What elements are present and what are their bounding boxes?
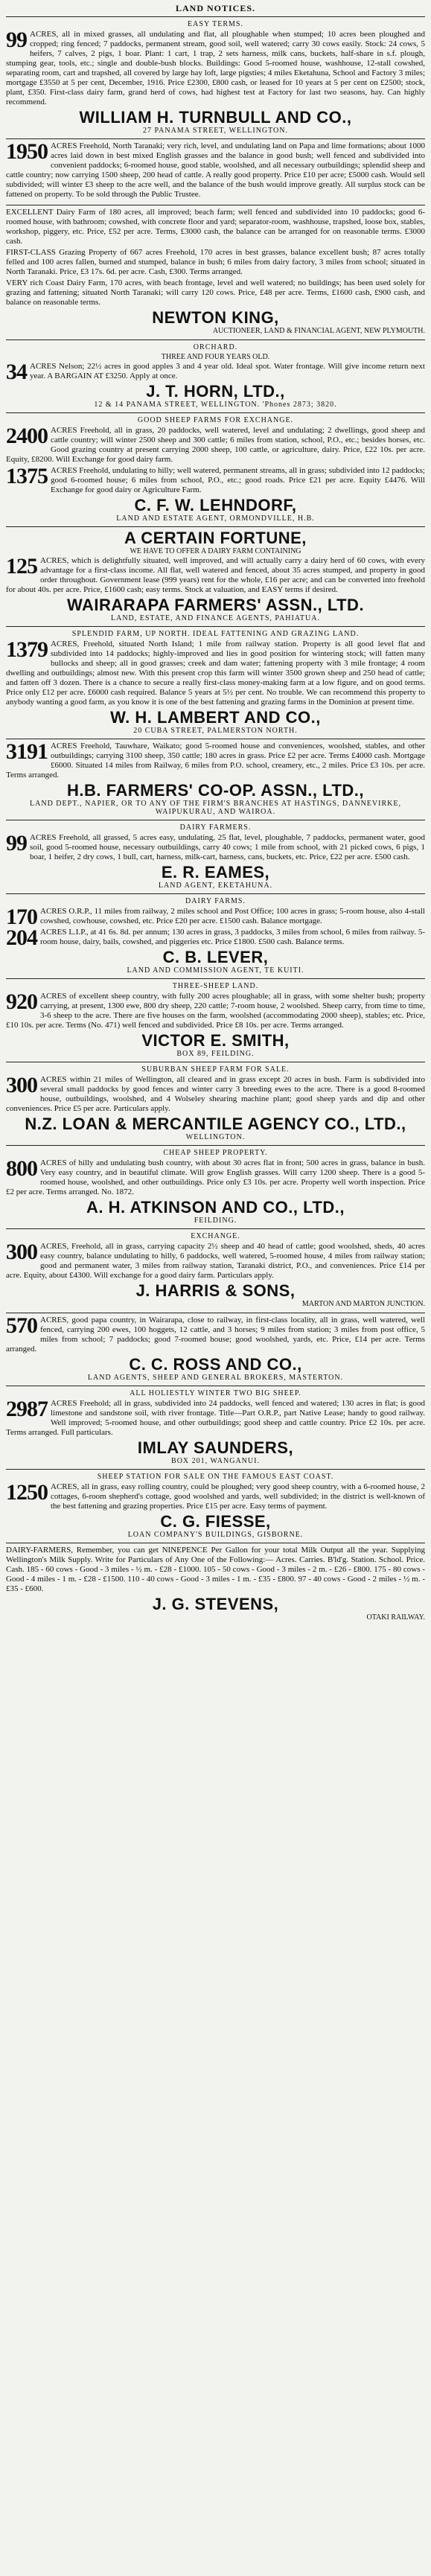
land-advertisement (6, 526, 425, 626)
listing-text: ACRES Freehold, Tauwhare, Waikato; good 5-roomed house and conveniences, woolshed, stables, and other outbuildings; carrying 3100 sheep, 350 cattle; 180 acres in grass. Price £2 per acre. Terms £4000 cash. Mortgage £6000. Situated 14 miles from Railway, 6 miles from P.O. school, creamery, etc., 2 miles. Price £3 10s. per acre. Terms arranged. (6, 742, 425, 780)
agent-address: BOX 201, WANGANUI. (171, 1457, 260, 1465)
agent-address: LOAN COMPANY'S BUILDINGS, GISBORNE. (127, 1531, 304, 1539)
land-advertisement (6, 626, 425, 739)
land-advertisement (6, 16, 425, 138)
land-advertisement (6, 978, 425, 1062)
acreage-number: 34 (6, 360, 27, 384)
listing-text: ACRES, all in grass, easy rolling country, could be ploughed; very good sheep country, with a 6-roomed house, 2 cottages, 6-room shepherd's cottage, good woolshed and yards, well subdivided; in the district is well-known of the best fattening and grazing properties. Price £15 per acre. Easy terms of payment. (51, 1482, 425, 1511)
land-advertisement (6, 339, 425, 412)
ad-listing (6, 1242, 425, 1281)
agent-address: LAND AND ESTATE AGENT, ORMONDVILLE, H.B. (116, 514, 315, 523)
ad-listing (6, 360, 425, 384)
listing-text: ACRES Nelson; 22½ acres in good apples 3 and 4 year old. Ideal spot. Water frontage. Will give income return next year. A BARGAIN AT £3250. Apply at once. (30, 362, 425, 380)
agent-address: BOX 89, FEILDING. (176, 1050, 255, 1058)
land-advertisement (6, 820, 425, 893)
ad-listing (6, 1075, 425, 1114)
agent-description: AUCTIONEER, LAND & FINANCIAL AGENT, NEW PLYMOUTH. (212, 327, 425, 335)
acreage-number: 125 (6, 554, 37, 578)
agent-address: 12 & 14 PANAMA STREET, WELLINGTON. 'Phones 2873; 3820. (94, 401, 337, 409)
ad-listing (6, 905, 425, 929)
listing-text: EXCELLENT Dairy Farm of 180 acres, all improved; beach farm; well fenced and subdivided into 10 paddocks; good 6-roomed house, with bathroom; cowshed, with concrete floor and yard; separator-room, washhouse, trapshed, loose box, stables, workshop, piggery, etc. Price, £52 per acre. Terms, £3000 cash, the balance can be arranged for on reasonable terms. £3000 cash. (6, 208, 425, 246)
agent-address: LAND DEPT., NAPIER, OR TO ANY OF THE FIRM'S BRANCHES AT HASTINGS, DANNEVIRKE, WAIPUKURAU, AND WAIROA. (30, 800, 401, 816)
acreage-number: 920 (6, 989, 37, 1014)
agent-address: FEILDING. (194, 1217, 237, 1225)
ad-listing (6, 1158, 425, 1197)
land-advertisement (6, 138, 425, 205)
listing-text: ACRES of excellent sheep country, with fully 200 acres ploughable; all in grass, with some shelter bush; property carrying, at present, 1300 ewe, 800 dry sheep, 220 cattle; 7-room house, 2 woolshed. Sheep carry, from time to time, 3-6 sheep to the acre. There are five houses on the farm, woolshed (accommodating 2000 sheep), stables; etc. Price, £10 10s. per acre. Terms (No. 471) well fenced and subdivided. Price £8 10s. per acre. Terms arranged. (6, 992, 425, 1030)
ad-listing (6, 208, 425, 246)
ad-heading: EXCHANGE. (191, 1232, 240, 1240)
ad-listing (6, 278, 425, 307)
land-advertisement (6, 412, 425, 526)
acreage-number: 204 (6, 925, 37, 950)
agent-address: 27 PANAMA STREET, WELLINGTON. (142, 127, 289, 135)
listing-text: ACRES, all in mixed grasses, all undulating and flat, all ploughable when stumped; 10 acres been ploughed and cropped; ring fenced; 7 paddocks, permanent stream, good soil, well watered; carry 30 cows easily. Stock: 24 cows, 5 heifers, 7 calves, 2 pigs, 1 boar. Plant: 1 cart, 1 trap, 2 sets harness, milk cans, buckets, half-share in s.f. plough, stumping gear, tools, etc.; single and double-bush blocks. Buildings: Good 5-roomed house, washhouse, 12-stall cowshed, separating room, cart and trapshed, all covered by large hay loft, large pigsties; 4 miles Eketahuna, School and Factory 3 miles; mortgage £3550 at 5 per cent, December, 1916. Price £2300, £800 cash, or leased for 10 years at 5 per cent on £2500; stock, plant, £350. First-class dairy farm, grand herd of cows, had highest test at Factory for last two seasons, hay. Can highly recommend. (6, 30, 425, 106)
ad-listing (6, 30, 425, 107)
acreage-number: 300 (6, 1073, 37, 1097)
agent-address: LAND AGENTS, SHEEP AND GENERAL BROKERS, MASTERTON. (87, 1374, 344, 1382)
ad-heading: SHEEP STATION FOR SALE ON THE FAMOUS EAST COAST. (97, 1473, 334, 1481)
ad-listing (6, 989, 425, 1030)
ad-heading: ORCHARD. (193, 343, 238, 351)
ad-heading: THREE-SHEEP LAND. (172, 982, 259, 990)
land-advertisement (6, 1145, 425, 1228)
listing-text: ACRES within 21 miles of Wellington, all cleared and in grass except 20 acres in bush. Farm is subdivided into several small paddocks by good fences and winter carry 3 breeding ewes to the acre. There is a good 8-roomed house, outbuildings, woolshed, and 4 Wolseley shearing machine plant; good sheep yards and dip and other conveniences. Price £5 per acre. Particulars apply. (6, 1075, 425, 1113)
listing-text: ACRES Freehold, all grassed, 5 acres easy, undulating, 25 flat, level, ploughable, 7 paddocks, permanent water, good soil, good 5-roomed house, necessary outbuildings, carry 40 cows; 1 mile from school, with 21 picked cows, 6 pigs, 1 boar, 1 heifer, 2 dry cows, 1 bull, cart, harness, milk-cart, harness, cans, buckets, etc. Price, £22 per acre. £500 cash. (30, 833, 425, 861)
acreage-number: 570 (6, 1313, 37, 1338)
listing-text: ACRES Freehold, undulating to hilly; well watered, permanent streams, all in grass; subdivided into 12 paddocks; good 6-roomed house; 6 miles from school, P.O., etc.; good roads. Price £21 per acre. Equity £4476. Will Exchange for good dairy or Agriculture Farm. (51, 466, 425, 494)
page-title: LAND NOTICES. (175, 3, 256, 13)
agent-name: J. T. HORN, LTD., (146, 382, 285, 401)
ad-listing (6, 637, 425, 707)
listing-text: ACRES, which is delightfully situated, well improved, and will actually carry a dairy herd of 60 cows, with every advantage for a first-class income. All flat, well watered and fenced, about 35 acres stumped, and property in good order throughout. Government lease (999 years) rent for the whole, £16 per acre; and can be converted into freehold for about 40s. per acre. Price, £1600 cash; easy terms. Stock at valuation, and EASY terms if desired. (6, 556, 425, 594)
listing-text: ACRES, Freehold, situated North Island; 1 mile from railway station. Property is all good level flat and subdivided into 14 paddocks; highly-improved and lies in good position for wintering stock; will fatten many bullocks and sheep; all in good grasses; creek and dam water; fattening property with 3 mile frontage; 4 room dwelling and outbuildings; almost new. With this present crop this farm will winter 3500 grown sheep and 250 head of cattle; and fatten off 3 dozen. There is a chance to secure a really first-class money-making farm at a low figure, and on good terms. Price only £12 per acre. £6000 cash required. Balance 5 years at 5½ per cent. No trouble. We can recommend this property to anybody wanting a good farm, as you know it is one of the best fattening and grazing farms in the Dominion at present time. (6, 640, 425, 707)
ad-title: A CERTAIN FORTUNE, (124, 529, 307, 547)
agent-name: C. C. ROSS AND CO., (129, 1355, 302, 1374)
acreage-number: 1379 (6, 637, 48, 662)
ad-listing (6, 739, 425, 780)
listing-text: ACRES Freehold; all in grass, subdivided into 24 paddocks, well fenced and watered; 130 acres in flat; is good limestone and sandstone soil, with river frontage. Title—Part O.R.P., part Native Lease; handy to good railway. Well improved; 5-roomed house, and other outbuildings; good sheep and cattle country. Price £2 10s. per acre. Terms arranged. Full particulars. (6, 1399, 425, 1437)
acreage-number: 99 (6, 831, 27, 855)
acreage-number: 2987 (6, 1397, 48, 1421)
ad-listing (6, 248, 425, 277)
land-advertisement (6, 1062, 425, 1145)
ad-listing (6, 1482, 425, 1511)
ad-heading: GOOD SHEEP FARMS FOR EXCHANGE. (137, 416, 294, 424)
agent-name: A. H. ATKINSON AND CO., LTD., (86, 1198, 345, 1217)
ad-listing (6, 1546, 425, 1594)
ad-subheading: WE HAVE TO OFFER A DAIRY FARM CONTAINING (130, 547, 301, 555)
agent-name: VICTOR E. SMITH, (141, 1031, 290, 1050)
acreage-number: 300 (6, 1240, 37, 1264)
land-advertisement (6, 1313, 425, 1386)
agent-name: C. F. W. LEHNDORF, (134, 496, 297, 514)
acreage-number: 2400 (6, 424, 48, 448)
agent-name: H.B. FARMERS' CO-OP. ASSN., LTD., (66, 781, 365, 800)
ad-heading: CHEAP SHEEP PROPERTY. (163, 1149, 268, 1157)
ad-heading: SUBURBAN SHEEP FARM FOR SALE. (141, 1065, 290, 1074)
land-advertisement (6, 1228, 425, 1313)
agent-address: LAND AGENT, EKETAHUNA. (158, 881, 273, 890)
ad-heading: DAIRY FARMERS. (179, 823, 252, 832)
acreage-number: 3191 (6, 739, 48, 764)
ad-listing (6, 556, 425, 595)
ad-listing (6, 1313, 425, 1354)
listing-text: ACRES O.R.P., 11 miles from railway, 2 miles school and Post Office; 100 acres in grass; 5-room house, also 4-stall cowshed, cowhouse, cowshed, etc. Price £20 per acre. £1500 cash. Balance mortgage. (40, 907, 425, 925)
land-advertisement (6, 1543, 425, 1626)
agent-address: WELLINGTON. (185, 1133, 246, 1141)
agent-name: N.Z. LOAN & MERCANTILE AGENCY CO., LTD., (25, 1115, 406, 1133)
agent-description: MARTON AND MARTON JUNCTION. (301, 1300, 425, 1308)
listing-text: ACRES Freehold, all in grass, 20 paddocks, well watered, level and undulating; 2 dwellings, good sheep and cattle country; will winter 2500 sheep and 300 cattle; 6 miles from station, school, P.O., etc.; besides horses, etc. Good grazing country at present carrying 2000 sheep, 100 cattle, or agriculture, dairy. Price, £22 10s. per acre. Equity, £8200. Will Exchange for good dairy farm. (6, 426, 425, 464)
ad-listing (6, 141, 425, 200)
acreage-number: 1950 (6, 139, 48, 164)
listing-text: ACRES, Freehold, all in grass, carrying capacity 2½ sheep and 40 head of cattle; good woolshed, sheds, 40 acres easy country, balance undulating to hilly, 6 paddocks, well watered, 5-roomed house, 4 miles from railway station; good and permanent water, 3 miles from railway station, Taranaki district, P.O., and conveniences. Price £14 per acre. Equity, about £4300. Will exchange for a good dairy farm. Particulars apply. (6, 1242, 425, 1280)
listing-text: ACRES, good papa country, in Wairarapa, close to railway, in first-class locality, all in grass, well watered, well fenced, carrying 200 ewes, 100 hoggets, 12 cattle, and 3 horses; 9 miles from station; 3 miles from post office, 5 miles from school; 7 paddocks; good 7-roomed house; good woolshed, yards, etc. Price, £14 per acre. Terms arranged. (6, 1316, 425, 1354)
agent-name: C. B. LEVER, (162, 948, 269, 966)
agent-name: WAIRARAPA FARMERS' ASSN., LTD. (66, 596, 365, 614)
agent-address: 20 CUBA STREET, PALMERSTON NORTH. (133, 727, 298, 735)
land-advertisement (6, 1386, 425, 1469)
agent-address: LAND AND COMMISSION AGENT, TE KUITI. (127, 966, 304, 975)
acreage-number: 170 (6, 905, 37, 929)
agent-name: W. H. LAMBERT AND CO., (110, 708, 321, 727)
ad-heading: SPLENDID FARM, UP NORTH. IDEAL FATTENING AND GRAZING LAND. (71, 630, 360, 638)
land-advertisement (6, 205, 425, 339)
land-advertisement (6, 1469, 425, 1543)
listing-text: DAIRY-FARMERS, Remember, you can get NINEPENCE Per Gallon for your total Milk Output all the year. Supplying Wellington's Milk Supply. Write for Particulars of Any One of the Following:— Acres. Carries. B'ld'g. Station. School. Price. Cash. 185 - 60 cows - Good - 3 miles - ½ m. - £28 - £1000. 105 - 50 cows - Good - 3 miles - 2 m. - £26 - £800. 175 - 80 cows - Good - 4 miles - 1 m. - £28 - £1500. 110 - 40 cows - Good - 3 miles - 1 m. - £35 - £800. 97 - 40 cows - Good - 2 miles - ½ m. - £35 - £600. (6, 1546, 425, 1593)
ad-subheading: THREE AND FOUR YEARS OLD. (161, 353, 270, 361)
agent-name: C. G. FIESSE, (160, 1512, 271, 1531)
agent-name: J. G. STEVENS, (152, 1595, 279, 1613)
listing-text: VERY rich Coast Dairy Farm, 170 acres, with beach frontage, level and well watered; no buildings; has been used solely for grazing and fattening; situated North Taranaki; will carry 120 cows. Price, £48 per acre. Terms, £1600 cash, £900 cash, and balance on reasonable terms. (6, 278, 425, 307)
ad-heading: DAIRY FARMS. (185, 897, 246, 905)
agent-description: OTAKI RAILWAY. (366, 1613, 425, 1622)
ad-listing (6, 426, 425, 465)
agent-name: J. HARRIS & SONS, (135, 1281, 296, 1300)
ad-listing (6, 833, 425, 862)
agent-name: E. R. EAMES, (161, 863, 270, 881)
acreage-number: 1375 (6, 464, 48, 488)
ad-heading: ALL HOLIESTLY WINTER TWO BIG SHEEP. (130, 1389, 301, 1397)
listing-text: ACRES L.I.P., at 41 6s. 8d. per annum; 130 acres in grass, 3 paddocks, 3 miles from school, 6 miles from railway. 5-room house, dairy, bails, cowshed, and piggeries etc. Price £1800. £500 cash. Balance terms. (40, 928, 425, 946)
agent-name: NEWTON KING, (152, 308, 279, 327)
acreage-number: 1250 (6, 1480, 48, 1505)
land-advertisement (6, 893, 425, 978)
agent-name: IMLAY SAUNDERS, (137, 1438, 294, 1457)
acreage-number: 800 (6, 1156, 37, 1181)
agent-name: WILLIAM H. TURNBULL AND CO., (79, 108, 352, 127)
agent-address: LAND, ESTATE, AND FINANCE AGENTS, PAHIATUA. (110, 614, 320, 622)
ad-listing (6, 1399, 425, 1438)
listing-text: FIRST-CLASS Grazing Property of 667 acres Freehold, 170 acres in best grasses, balance excellent bush; 87 acres totally felled and 100 acres fallen, burned and stumped, balance in bush; 6 miles from dairy factory, 3 miles from school; situated in North Taranaki. Price, £3 17s. 6d. per acre. Cash, £300. Terms arranged. (6, 248, 425, 276)
listing-text: ACRES of hilly and undulating bush country, with about 30 acres flat in front; 500 acres in grass, balance in bush. Very easy country, and in beautiful climate. Will grow English grasses. Will carry 1200 sheep. There is a good 5-roomed house, woolshed, and other outbuildings. Price only £3 10s. per acre. Property well worth inspection. Price £2 per acre. Terms arranged. No. 1872. (6, 1158, 425, 1196)
ads-column (6, 16, 425, 1626)
acreage-number: 99 (6, 28, 27, 52)
ad-heading: EASY TERMS. (188, 20, 243, 28)
ad-listing (6, 925, 425, 950)
land-advertisement (6, 739, 425, 820)
ad-listing (6, 466, 425, 495)
listing-text: ACRES Freehold, North Taranaki; very rich, level, and undulating land on Papa and lime formations; about 1000 acres laid down in best mixed English grasses and the balance in good bush; well fenced and subdivided into convenient paddocks; 6-roomed house, good stable, woolshed, and all necessary outbuildings; splendid sheep and cattle country; now carrying 1500 sheep, 200 head of cattle. A really good property. Price £10 per acre; £5000 cash. Would sell subdivided; will winter £3 sheep to the acre well, and the balance of the bush would improve greatly. All surplus stock can be fattened on property. To be sold through the Public Trustee. (6, 141, 425, 199)
